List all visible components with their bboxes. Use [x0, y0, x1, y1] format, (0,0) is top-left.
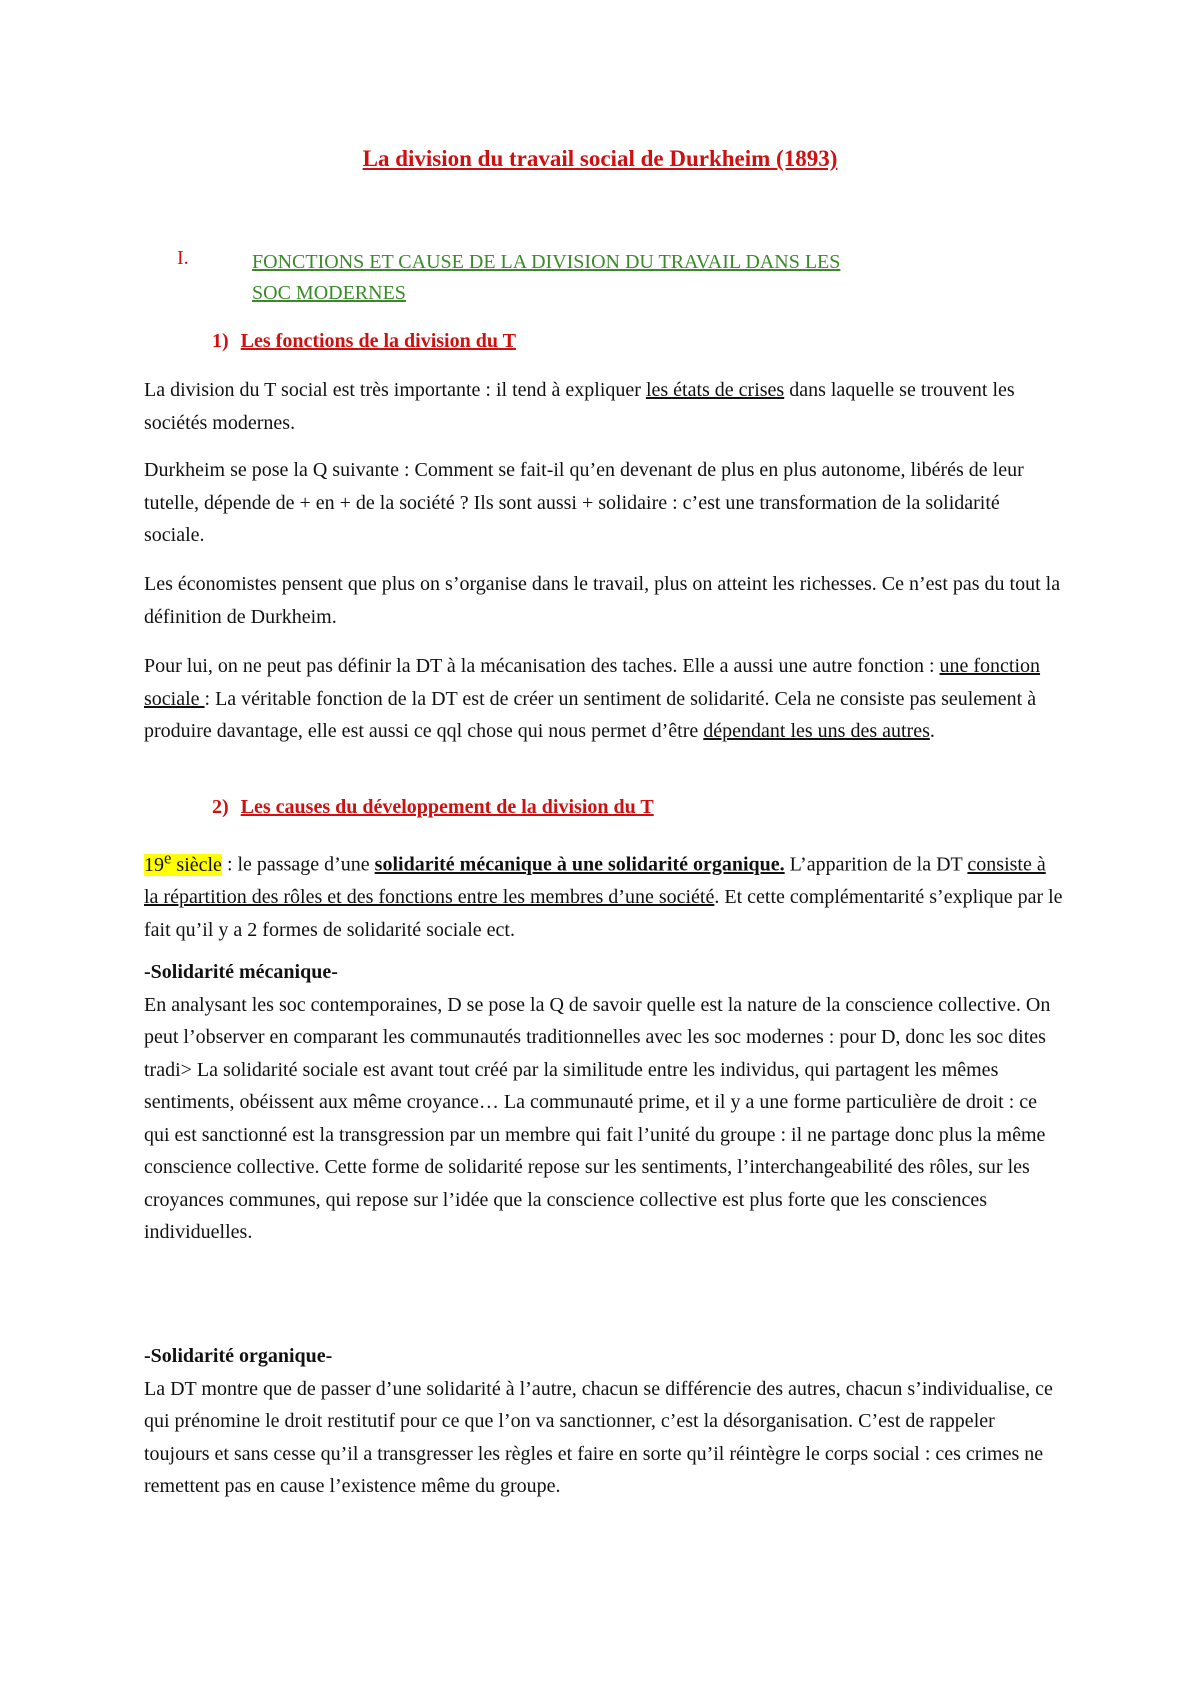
subsection-label: Les causes du développement de la division du T	[240, 796, 654, 818]
section-title-line-2: SOC MODERNES	[252, 282, 406, 304]
text-run: L’apparition de la DT	[784, 853, 968, 876]
text-run: . Et cette complémentarité s’explique par le fait qu’il y a 2 formes de solidarité sociale ect.	[144, 886, 1063, 941]
text-run: 19	[144, 853, 164, 876]
underlined-text: dépendant les uns des autres	[703, 720, 930, 742]
underlined-text: consiste à la répartition des rôles et des fonctions entre les membres d’une société	[144, 853, 1046, 909]
paragraph-6	[144, 956, 1064, 1249]
highlighted-text	[144, 848, 222, 876]
text-run: La division du T social est très importante : il tend à expliquer	[144, 379, 646, 401]
text-run: Pour lui, on ne peut pas définir la DT à la mécanisation des taches. Elle a aussi une autre fonction :	[144, 655, 940, 677]
subsection-number: 1)	[212, 330, 229, 352]
section-title	[252, 247, 1032, 309]
paragraph-3: Les économistes pensent que plus on s’organise dans le travail, plus on atteint les richesses. Ce n’est pas du tout la définition de Durkheim.	[144, 573, 1061, 628]
text-run: La DT montre que de passer d’une solidarité à l’autre, chacun se différencie des autres, chacun s’individualise, ce qui prénomine le droit restitutif pour ce que l’on va sanctionner, c’est la désorganisation. C’est de rappeler toujours et sans cesse qu’il a transgresser les règles et faire en sorte qu’il réintègre le corps social : ces crimes ne remettent pas en cause l’existence même du groupe.	[144, 1377, 1053, 1497]
paragraph-heading: -Solidarité organique-	[144, 1345, 333, 1367]
paragraph-5	[144, 842, 1064, 946]
underlined-text: les états de crises	[645, 379, 785, 401]
underlined-text: une fonction sociale	[144, 655, 1041, 710]
text-run: : le passage d’une	[221, 853, 375, 876]
paragraph-heading: -Solidarité mécanique-	[144, 961, 338, 983]
subsection-heading-1	[212, 330, 516, 353]
text-run: : La véritable fonction de la DT est de créer un sentiment de solidarité. Cela ne consiste pas seulement à produire davantage, elle est aussi ce qql chose qui nous permet d’être	[144, 687, 1037, 742]
text-run: siècle	[171, 853, 222, 876]
subsection-number: 2)	[212, 796, 229, 818]
paragraph-2: Durkheim se pose la Q suivante : Comment se fait-il qu’en devenant de plus en plus autonome, libérés de leur tutelle, dépende de + en + de la société ? Ils sont aussi + solidaire : c’est une transformation de la solidarité sociale.	[144, 459, 1024, 546]
paragraph-4	[144, 650, 1064, 748]
paragraph-1	[144, 374, 1064, 439]
text-run: dans laquelle se trouvent les sociétés modernes.	[144, 379, 1015, 434]
bold-underlined-text: solidarité mécanique à une solidarité organique.	[374, 853, 785, 876]
document-title: La division du travail social de Durkheim (1893)	[362, 146, 838, 171]
paragraph-7	[144, 1340, 1064, 1503]
text-run: En analysant les soc contemporaines, D se pose la Q de savoir quelle est la nature de la conscience collective. On peut l’observer en comparant les communautés traditionnelles avec les soc modernes : pour D, donc les soc dites tradi> La solidarité sociale est avant tout créé par la similitude entre les individus, qui partagent les mêmes sentiments, obéissent aux même croyance… La communauté prime, et il y a une forme particulière de droit : ce qui est sanctionné est la transgression par un membre qui fait l’unité du groupe : il ne partage donc plus la même conscience collective. Cette forme de solidarité repose sur les sentiments, l’interchangeabilité des rôles, sur les croyances communes, qui repose sur l’idée que la conscience collective est plus forte que les consciences individuelles.	[144, 993, 1051, 1243]
text-run: .	[929, 720, 935, 742]
subsection-heading-2	[212, 796, 654, 819]
section-title-line-1: FONCTIONS ET CAUSE DE LA DIVISION DU TRAVAIL DANS LES	[252, 251, 841, 273]
superscript: e	[164, 848, 172, 867]
section-number: I.	[177, 247, 189, 269]
subsection-label: Les fonctions de la division du T	[240, 330, 516, 352]
